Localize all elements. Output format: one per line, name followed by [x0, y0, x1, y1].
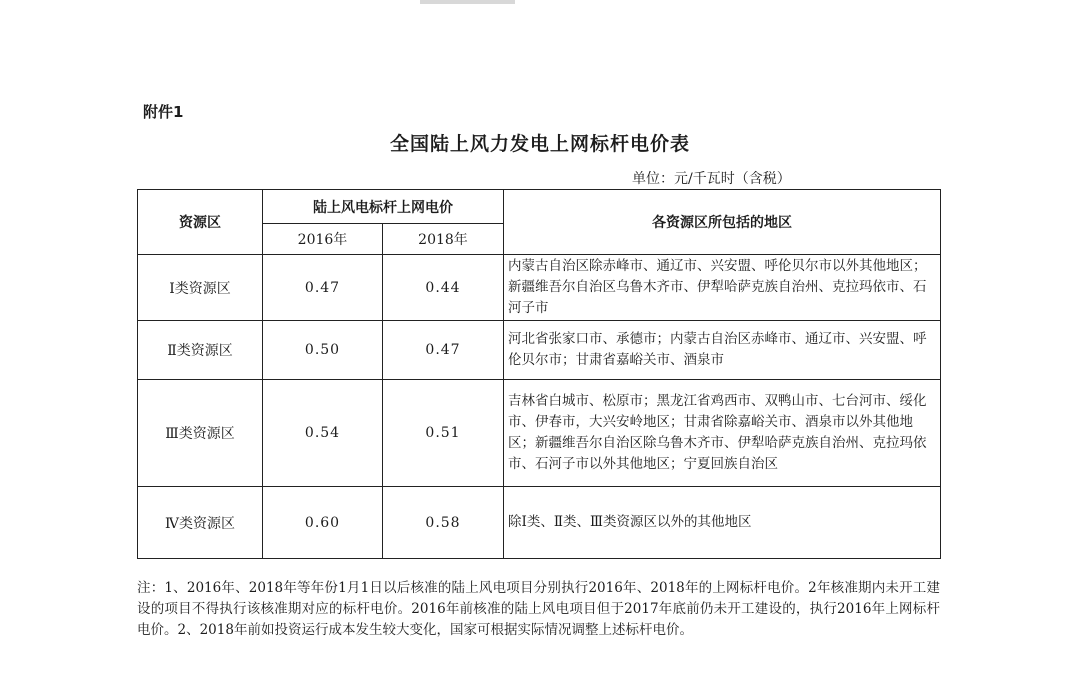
header-areas: 各资源区所包括的地区: [504, 190, 941, 255]
price-2016-cell: 0.47: [263, 255, 383, 321]
attachment-label: 附件1: [143, 103, 184, 121]
table-row: [138, 321, 941, 380]
unit-label: 单位：元/千瓦时（含税）: [632, 171, 791, 187]
price-2018-cell: 0.51: [383, 380, 504, 487]
zone-cell: Ⅲ类资源区: [138, 380, 263, 487]
header-year-2018: 2018年: [383, 224, 504, 255]
header-year-2016: 2016年: [263, 224, 383, 255]
header-price-group: 陆上风电标杆上网电价: [263, 190, 504, 224]
zone-cell: Ⅰ类资源区: [138, 255, 263, 321]
zone-cell: Ⅳ类资源区: [138, 487, 263, 559]
price-2016-cell: 0.54: [263, 380, 383, 487]
table-row: [138, 380, 941, 487]
price-2018-cell: 0.58: [383, 487, 504, 559]
price-2018-cell: 0.47: [383, 321, 504, 380]
price-2018-cell: 0.44: [383, 255, 504, 321]
price-2016-cell: 0.50: [263, 321, 383, 380]
page-title: 全国陆上风力发电上网标杆电价表: [389, 133, 690, 155]
footnote: 注：1、2016年、2018年等年份1月1日以后核准的陆上风电项目分别执行2016年、2018年的上网标杆电价。2年核准期内未开工建设的项目不得执行该核准期对应的标杆电价。2016年前核准的陆上风电项目但于2017年底前仍未开工建设的，执行2016年上网标杆电价。2、2018年前如投资运行成本发生较大变化，国家可根据实际情况调整上述标杆电价。: [137, 580, 940, 638]
areas-cell: 河北省张家口市、承德市；内蒙古自治区赤峰市、通辽市、兴安盟、呼伦贝尔市；甘肃省嘉峪关市、酒泉市: [504, 321, 941, 380]
zone-cell: Ⅱ类资源区: [138, 321, 263, 380]
areas-cell: 除Ⅰ类、Ⅱ类、Ⅲ类资源区以外的其他地区: [504, 487, 941, 559]
table-row: [138, 255, 941, 321]
table-row: [138, 487, 941, 559]
price-table: [137, 189, 941, 559]
price-2016-cell: 0.60: [263, 487, 383, 559]
areas-cell: 吉林省白城市、松原市；黑龙江省鸡西市、双鸭山市、七台河市、绥化市、伊春市，大兴安岭地区；甘肃省除嘉峪关市、酒泉市以外其他地区；新疆维吾尔自治区除乌鲁木齐市、伊犁哈萨克族自治州、克拉玛依市、石河子市以外其他地区；宁夏回族自治区: [504, 380, 941, 487]
header-resource-zone: 资源区: [138, 190, 263, 255]
areas-cell: 内蒙古自治区除赤峰市、通辽市、兴安盟、呼伦贝尔市以外其他地区；新疆维吾尔自治区乌鲁木齐市、伊犁哈萨克族自治州、克拉玛依市、石河子市: [504, 255, 941, 321]
scan-mark: [420, 0, 515, 4]
